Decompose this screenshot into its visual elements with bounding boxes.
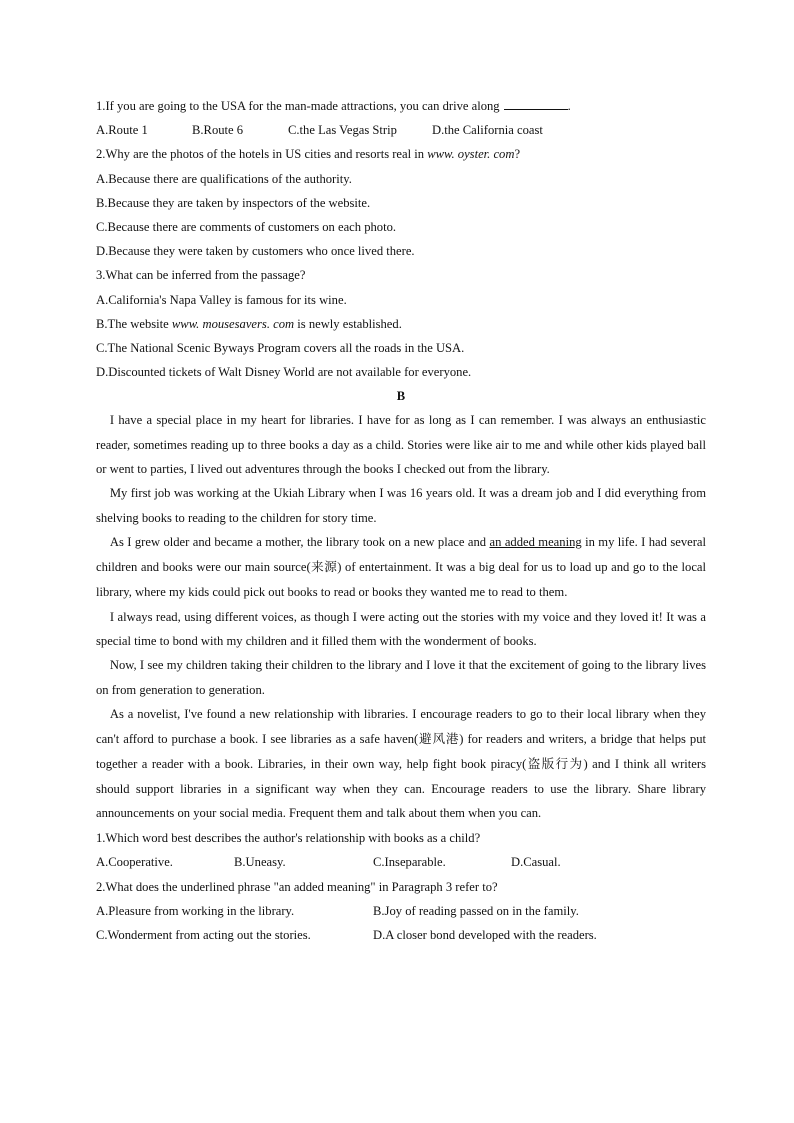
website-url: www. mousesavers. com [171, 316, 295, 331]
passage-paragraph-6: As a novelist, I've found a new relationship with libraries. I encourage readers to go to their local library when they can't afford to purchase a book. I see libraries as a safe haven(避风港) for readers and writers, a bridge that helps put together a reader with a book. Libraries, in their own way, help fight book piracy(盗版行为) and I think all writers should support libraries in a significant way when they can. Encourage readers to use the library. Share library announcements on your social media. Frequent them and talk about them when you can. [96, 707, 706, 821]
website-url: www. oyster. com [427, 147, 515, 162]
exam-page [96, 94, 706, 947]
option-c: C.the Las Vegas Strip [288, 123, 397, 138]
question-a3-stem: 3.What can be inferred from the passage? [96, 268, 306, 283]
option-b: B.Because they are taken by inspectors of the website. [96, 195, 371, 210]
question-a2-stem [96, 142, 706, 166]
option-a: A.Pleasure from working in the library. [96, 903, 295, 918]
option-c: C.Inseparable. [373, 855, 446, 870]
paragraph-text: As I grew older and became a mother, the library took on a new place and [109, 535, 487, 550]
question-text-end: ? [514, 147, 521, 162]
option-d: D.Discounted tickets of Walt Disney World are not available for everyone. [96, 365, 472, 380]
paragraph-text-end: in my life. I had several children and books were our main source(来源) of entertainment. It was a big deal for us to load up and go to the local library, where my kids could pick out books to read or books they wanted me to read to them. [96, 535, 707, 599]
option-d: D.A closer bond developed with the readers. [373, 928, 597, 943]
question-b2-options-row-1 [96, 899, 706, 923]
option-a: A.Because there are qualifications of the authority. [96, 171, 352, 186]
option-d: D.the California coast [432, 123, 543, 138]
option-c: C.Wonderment from acting out the stories. [96, 928, 311, 943]
option-text: B.The website [96, 316, 169, 331]
passage-paragraph-5: Now, I see my children taking their children to the library and I love it that the excitement of going to the library lives on from generation to generation. [96, 658, 706, 697]
option-a: A.Route 1 [96, 123, 148, 138]
option-b: B.Uneasy. [234, 855, 286, 870]
question-a1-options [96, 118, 706, 142]
question-text: 1.If you are going to the USA for the man-made attractions, you can drive along [96, 99, 500, 113]
option-b: B.Joy of reading passed on in the family. [373, 903, 579, 918]
option-b: B.Route 6 [192, 123, 244, 138]
option-d: D.Because they were taken by customers who once lived there. [96, 244, 415, 259]
section-heading: B [396, 389, 406, 404]
underlined-phrase: an added meaning [489, 535, 582, 550]
question-b1-options [96, 850, 706, 874]
question-text: 2.Why are the photos of the hotels in US cities and resorts real in [96, 147, 425, 162]
passage-paragraph-2: My first job was working at the Ukiah Library when I was 16 years old. It was a dream job and I did everything from shelving books to reading to the children for story time. [96, 486, 706, 525]
option-c: C.Because there are comments of customers on each photo. [96, 219, 397, 234]
passage-paragraph-4: I always read, using different voices, as though I were acting out the stories with my voice and they loved it! It was a special time to bond with my children and it filled them with the wonderment of books. [96, 609, 706, 649]
question-b2-stem: 2.What does the underlined phrase "an added meaning" in Paragraph 3 refer to? [96, 879, 498, 894]
question-b1-stem: 1.Which word best describes the author's relationship with books as a child? [96, 831, 481, 846]
option-b [96, 312, 706, 336]
answer-blank [504, 97, 568, 110]
passage-paragraph-3 [96, 530, 706, 604]
question-b2-options-row-2 [96, 923, 706, 947]
passage-paragraph-1: I have a special place in my heart for libraries. I have for as long as I can remember. I was always an enthusiastic reader, sometimes reading up to three books a day as a child. Stories were like air to me and while other kids played ball or went to parties, I lived out adventures through the books I checked out from the library. [96, 413, 706, 477]
option-d: D.Casual. [511, 855, 561, 870]
option-a: A.Cooperative. [96, 855, 173, 870]
question-a1-stem [96, 94, 706, 118]
option-c: C.The National Scenic Byways Program covers all the roads in the USA. [96, 340, 465, 355]
option-text-end: is newly established. [297, 316, 402, 331]
option-a: A.California's Napa Valley is famous for its wine. [96, 292, 347, 307]
question-text-end: . [567, 99, 571, 113]
